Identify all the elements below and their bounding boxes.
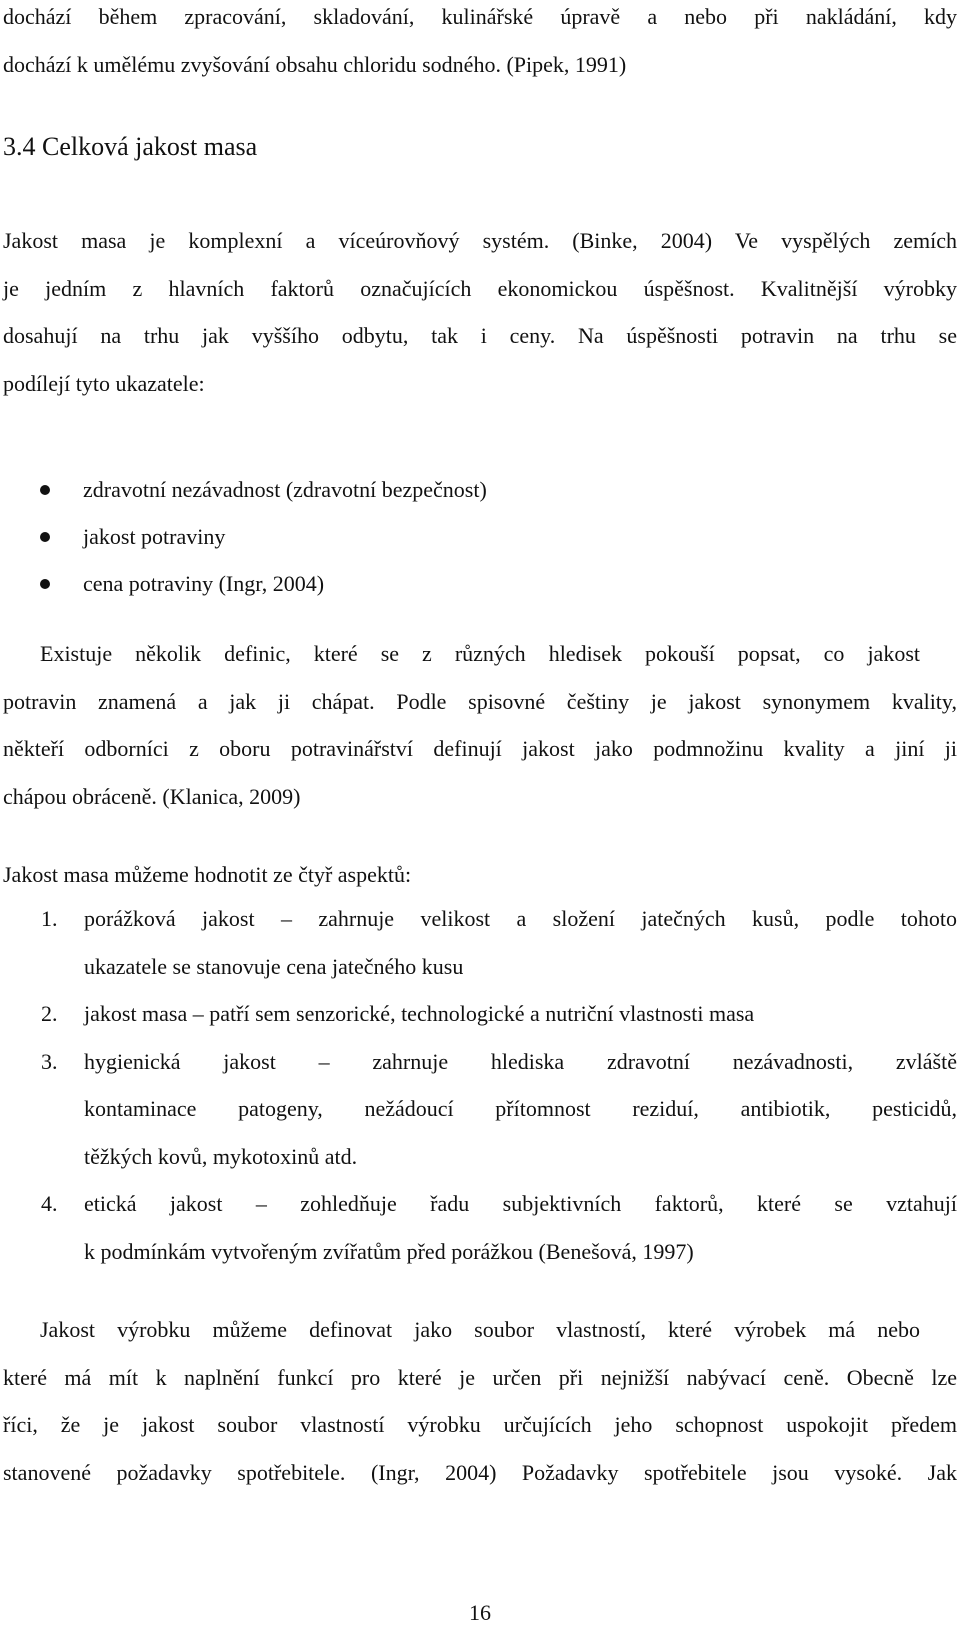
text-line: k podmínkám vytvořeným zvířatům před porážkou (Benešová, 1997) bbox=[84, 1238, 694, 1264]
text-line: hygienická jakost – zahrnuje hlediska zdravotní nezávadnosti, zvláště bbox=[84, 1048, 957, 1074]
bullet-icon bbox=[40, 485, 50, 495]
list-number: 3. bbox=[41, 1048, 58, 1074]
list-item bbox=[3, 990, 957, 1038]
text-line: stanovené požadavky spotřebitele. (Ingr, 2004) Požadavky spotřebitele jsou vysoké. Jak bbox=[3, 1459, 957, 1485]
aspects-list bbox=[3, 895, 957, 1275]
text-line: dochází k umělému zvyšování obsahu chloridu sodného. (Pipek, 1991) bbox=[3, 51, 627, 77]
list-item bbox=[3, 1180, 957, 1275]
text-line: potravin znamená a jak ji chápat. Podle spisovné češtiny je jakost synonymem kvality, bbox=[3, 688, 957, 714]
paragraph-intro bbox=[3, 217, 957, 407]
text-line: podílejí tyto ukazatele: bbox=[3, 370, 205, 396]
text-line: někteří odborníci z oboru potravinářství definují jakost jako podmnožinu kvality a jiní ji bbox=[3, 736, 957, 761]
list-number: 1. bbox=[41, 906, 58, 931]
list-item-text: cena potraviny (Ingr, 2004) bbox=[83, 571, 325, 596]
text-line: Jakost masa je komplexní a víceúrovňový systém. (Binke, 2004) Ve vyspělých zemích bbox=[3, 228, 957, 253]
list-item bbox=[40, 560, 920, 607]
text-line: dosahují na trhu jak vyššího odbytu, tak i ceny. Na úspěšnosti potravin na trhu se bbox=[3, 323, 957, 348]
list-item bbox=[3, 1038, 957, 1181]
list-item-text: zdravotní nezávadnost (zdravotní bezpečnost) bbox=[83, 477, 487, 502]
page-number: 16 bbox=[469, 1600, 491, 1625]
aspects-intro bbox=[3, 851, 957, 899]
text-line: Jakost výrobku můžeme definovat jako soubor vlastností, které výrobek má nebo bbox=[40, 1317, 920, 1342]
text-line: kontaminace patogeny, nežádoucí přítomnost reziduí, antibiotik, pesticidů, bbox=[84, 1096, 957, 1121]
paragraph-top bbox=[3, 0, 957, 88]
text-line: jakost masa – patří sem senzorické, technologické a nutriční vlastnosti masa bbox=[84, 1001, 755, 1026]
list-number: 4. bbox=[41, 1191, 58, 1216]
list-item-text: jakost potraviny bbox=[83, 524, 226, 549]
bullet-icon bbox=[40, 579, 50, 589]
list-item bbox=[3, 895, 957, 990]
bullet-icon bbox=[40, 532, 50, 542]
list-number: 2. bbox=[41, 1001, 58, 1026]
text-line: Jakost masa můžeme hodnotit ze čtyř aspektů: bbox=[3, 862, 412, 887]
text-line: dochází během zpracování, skladování, kulinářské úpravě a nebo při nakládání, kdy bbox=[3, 4, 957, 29]
paragraph-product bbox=[3, 1306, 957, 1496]
text-line: Existuje několik definic, které se z různých hledisek pokouší popsat, co jakost bbox=[40, 641, 920, 666]
text-line: těžkých kovů, mykotoxinů atd. bbox=[84, 1143, 358, 1169]
bullet-list bbox=[40, 466, 920, 607]
text-line: chápou obráceně. (Klanica, 2009) bbox=[3, 783, 301, 809]
text-line: etická jakost – zohledňuje řadu subjektivních faktorů, které se vztahují bbox=[84, 1191, 957, 1216]
paragraph-definitions bbox=[3, 630, 957, 820]
text-line: které má mít k naplnění funkcí pro které je určen při nejnižší nabývací ceně. Obecně lze bbox=[3, 1364, 957, 1390]
text-line: je jedním z hlavních faktorů označujících ekonomickou úspěšnost. Kvalitnější výrobky bbox=[3, 275, 957, 301]
list-item bbox=[40, 513, 920, 560]
text-line: ukazatele se stanovuje cena jatečného kusu bbox=[84, 953, 464, 979]
list-item bbox=[40, 466, 920, 513]
text-line: porážková jakost – zahrnuje velikost a složení jatečných kusů, podle tohoto bbox=[84, 906, 957, 931]
text-line: říci, že je jakost soubor vlastností výrobku určujících jeho schopnost uspokojit předem bbox=[3, 1412, 957, 1437]
section-heading: 3.4 Celková jakost masa bbox=[3, 132, 258, 161]
